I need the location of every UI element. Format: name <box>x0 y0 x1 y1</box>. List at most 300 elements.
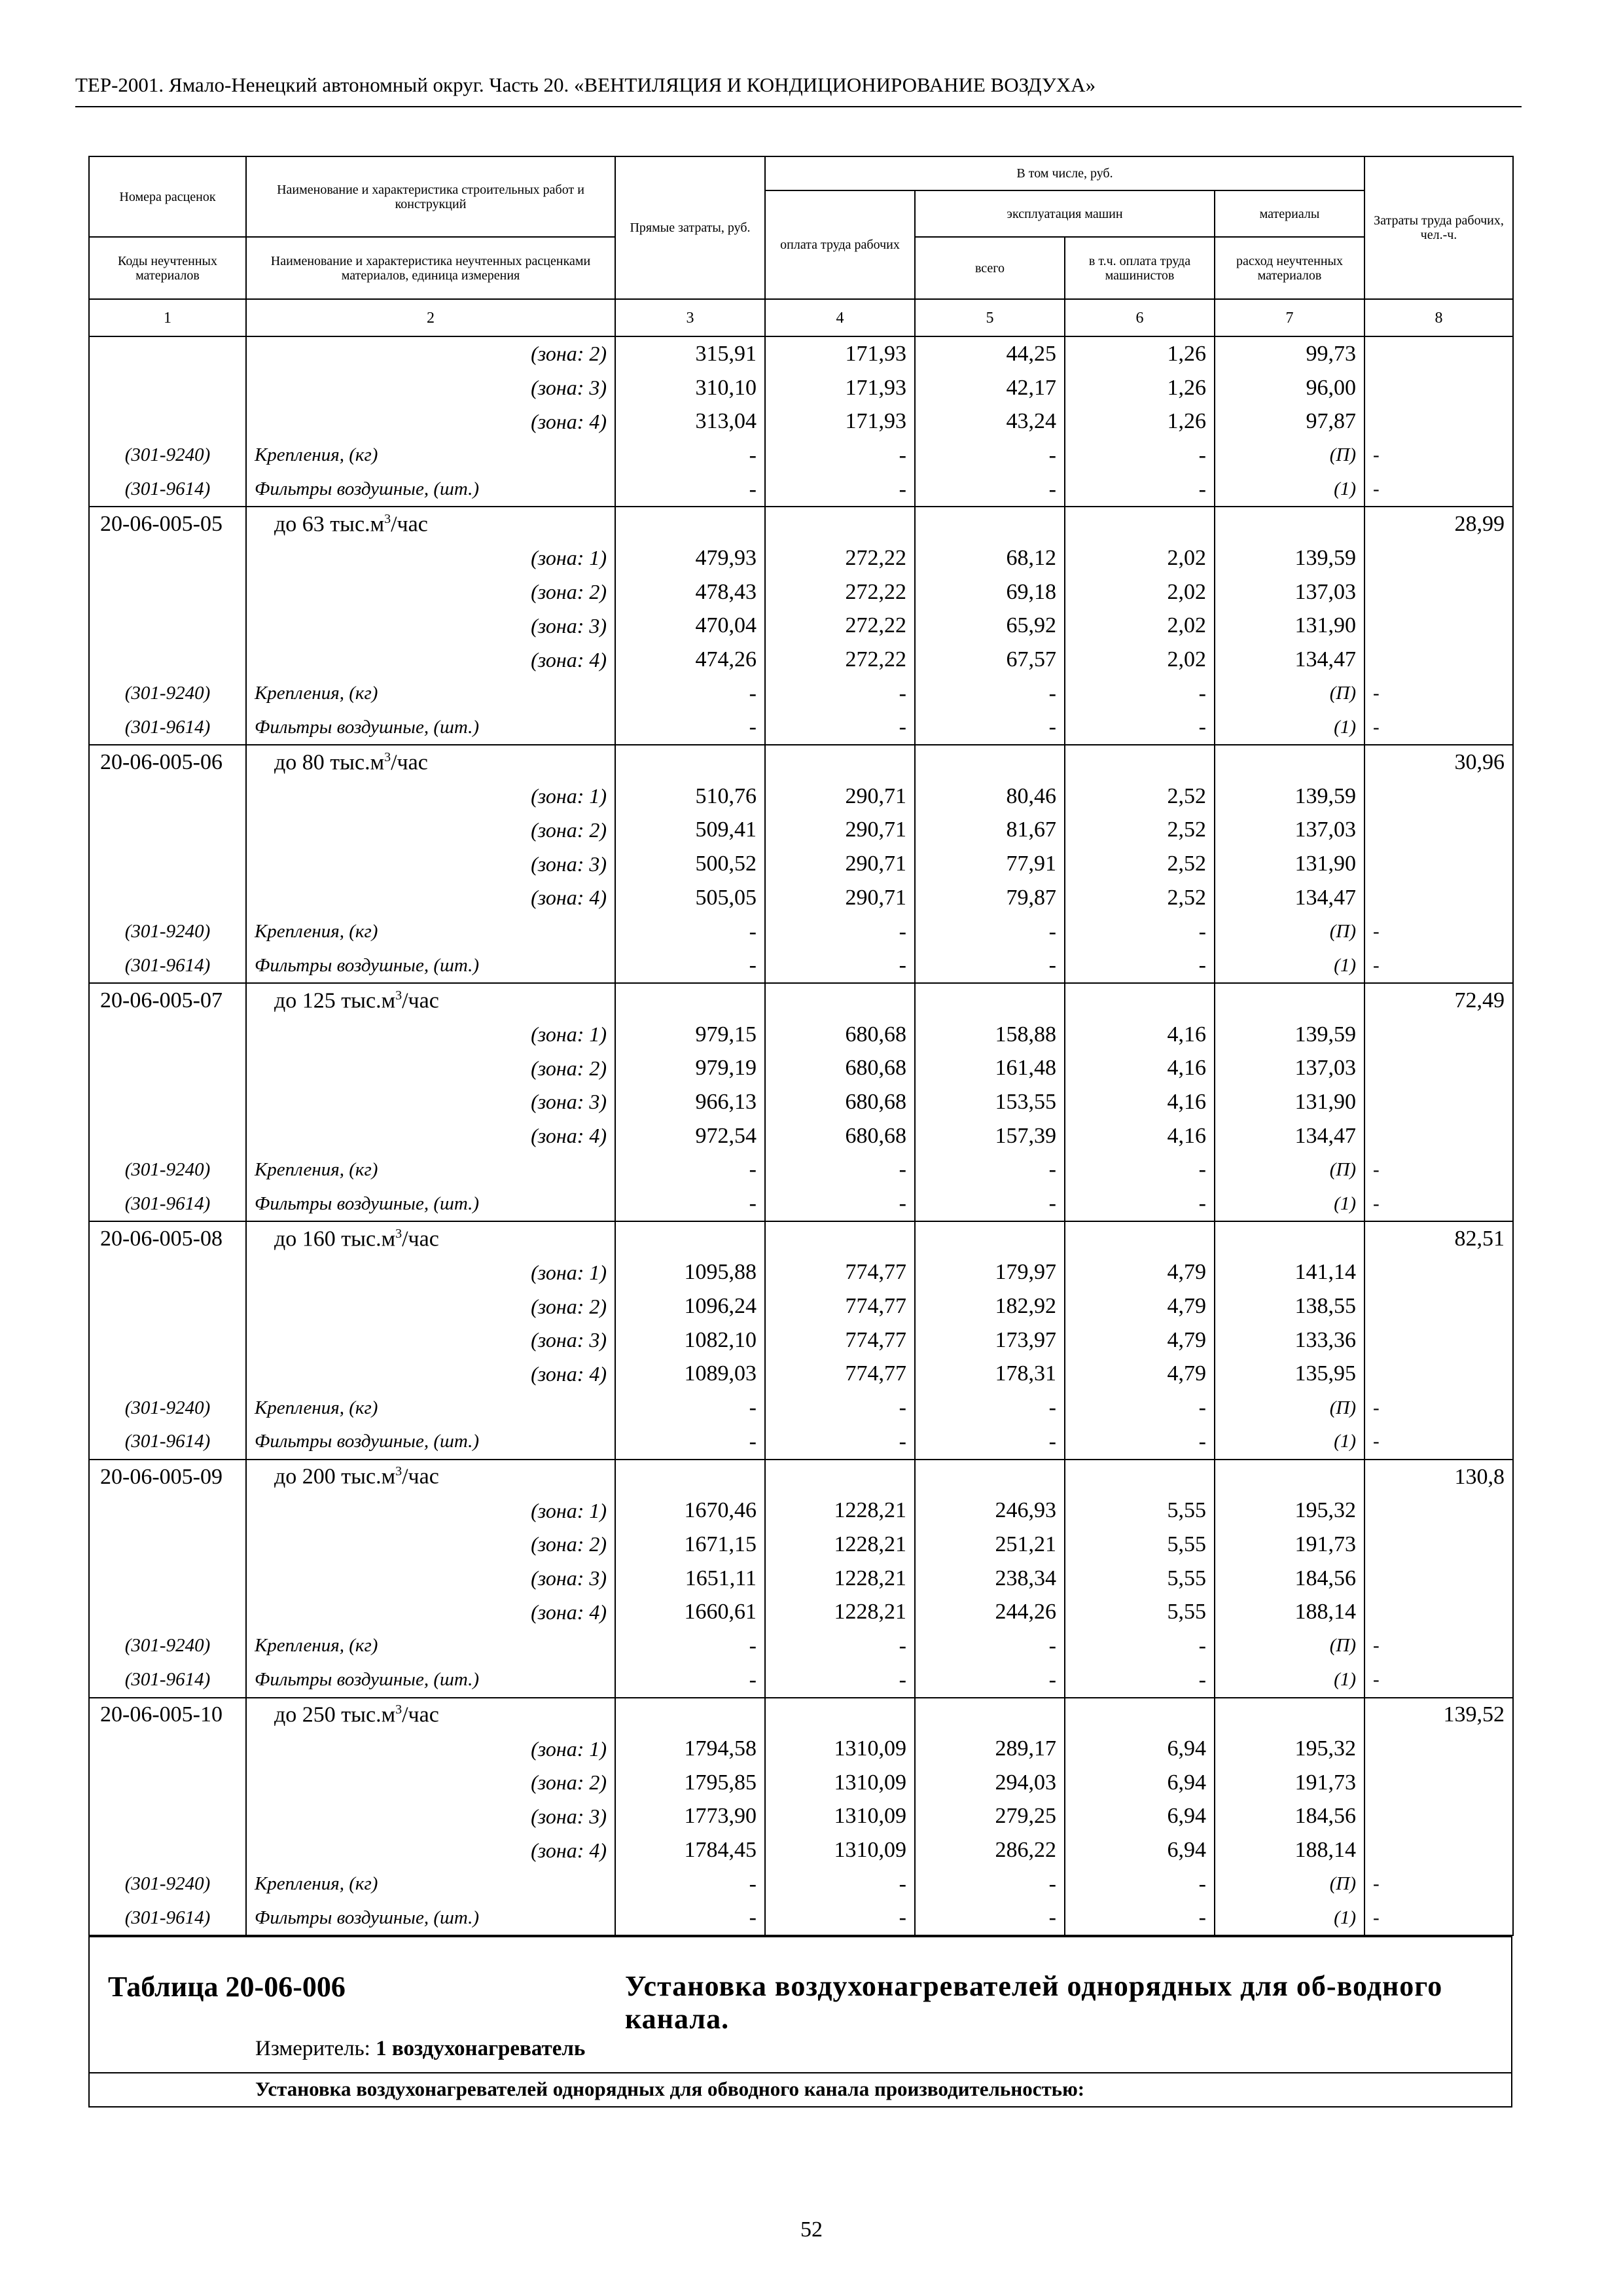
labor-cost-value: 82,51 <box>1364 1221 1513 1256</box>
col-head-machines: эксплуатация машин <box>915 190 1215 237</box>
zone-row <box>89 1357 1513 1391</box>
material-name: Крепления, (кг) <box>246 915 615 949</box>
empty-cell <box>615 1698 765 1732</box>
material-code: (301-9614) <box>89 473 246 507</box>
zone-label: (зона: 1) <box>246 1494 615 1528</box>
material-use-value: 97,87 <box>1215 404 1364 439</box>
dash-value: - <box>765 948 915 983</box>
direct-cost-value: 1660,61 <box>615 1595 765 1629</box>
material-name: Фильтры воздушные, (шт.) <box>246 1425 615 1460</box>
zone-label: (зона: 4) <box>246 1595 615 1629</box>
dash-value: - <box>765 1867 915 1901</box>
rate-title-row <box>89 1698 1513 1732</box>
direct-cost-value: 1671,15 <box>615 1528 765 1562</box>
zone-label: (зона: 3) <box>246 1085 615 1119</box>
empty-cell <box>615 745 765 780</box>
labor-pay-value: 171,93 <box>765 336 915 371</box>
empty-cell <box>1364 1766 1513 1800</box>
header-rule <box>75 106 1522 107</box>
zone-row <box>89 1051 1513 1085</box>
zone-label: (зона: 3) <box>246 1323 615 1357</box>
dash-value: - <box>1364 1391 1513 1425</box>
machinist-pay-value: 2,02 <box>1065 643 1215 677</box>
direct-cost-value: 1794,58 <box>615 1732 765 1766</box>
empty-cell <box>1364 336 1513 371</box>
labor-cost-value: 139,52 <box>1364 1698 1513 1732</box>
empty-cell <box>615 983 765 1018</box>
zone-label: (зона: 4) <box>246 1833 615 1867</box>
zone-row <box>89 780 1513 814</box>
empty-cell <box>89 1562 246 1596</box>
col-head-labor-cost: Затраты труда рабочих, чел.-ч. <box>1364 156 1513 299</box>
material-use-value: 141,14 <box>1215 1256 1364 1290</box>
material-use-value: 188,14 <box>1215 1595 1364 1629</box>
machines-total-value: 279,25 <box>915 1800 1065 1834</box>
labor-pay-value: 290,71 <box>765 780 915 814</box>
labor-pay-value: 774,77 <box>765 1289 915 1323</box>
zone-label: (зона: 4) <box>246 643 615 677</box>
empty-cell <box>1215 507 1364 541</box>
empty-cell <box>1364 1119 1513 1153</box>
zone-row <box>89 1528 1513 1562</box>
dash-value: - <box>615 1901 765 1936</box>
material-use-value: 134,47 <box>1215 1119 1364 1153</box>
material-qty: (1) <box>1215 948 1364 983</box>
labor-pay-value: 171,93 <box>765 404 915 439</box>
machinist-pay-value: 1,26 <box>1065 404 1215 439</box>
zone-row <box>89 847 1513 881</box>
direct-cost-value: 510,76 <box>615 780 765 814</box>
labor-pay-value: 171,93 <box>765 371 915 405</box>
empty-cell <box>915 1221 1065 1256</box>
material-name: Фильтры воздушные, (шт.) <box>246 711 615 745</box>
machines-total-value: 158,88 <box>915 1018 1065 1052</box>
empty-cell <box>1364 1085 1513 1119</box>
zone-label: (зона: 3) <box>246 371 615 405</box>
empty-cell <box>1364 1256 1513 1290</box>
empty-cell <box>765 983 915 1018</box>
empty-cell <box>1364 643 1513 677</box>
material-name: Фильтры воздушные, (шт.) <box>246 1187 615 1221</box>
zone-row <box>89 575 1513 609</box>
empty-cell <box>915 983 1065 1018</box>
dash-value: - <box>1065 915 1215 949</box>
dash-value: - <box>1364 1867 1513 1901</box>
dash-value: - <box>615 473 765 507</box>
column-number-row <box>89 299 1513 336</box>
zone-row <box>89 881 1513 915</box>
empty-cell <box>1065 745 1215 780</box>
dash-value: - <box>1364 1629 1513 1663</box>
empty-cell <box>765 745 915 780</box>
empty-cell <box>1364 1528 1513 1562</box>
zone-label: (зона: 1) <box>246 780 615 814</box>
zone-label: (зона: 2) <box>246 1766 615 1800</box>
dash-value: - <box>615 439 765 473</box>
material-code: (301-9614) <box>89 1663 246 1698</box>
col-head-including: В том числе, руб. <box>765 156 1364 190</box>
dash-value: - <box>1364 1425 1513 1460</box>
material-name: Фильтры воздушные, (шт.) <box>246 473 615 507</box>
labor-pay-value: 1228,21 <box>765 1528 915 1562</box>
dash-value: - <box>1065 1629 1215 1663</box>
zone-row <box>89 1800 1513 1834</box>
dash-value: - <box>1364 915 1513 949</box>
direct-cost-value: 470,04 <box>615 609 765 643</box>
rates-table <box>88 156 1514 1936</box>
machinist-pay-value: 5,55 <box>1065 1494 1215 1528</box>
machines-total-value: 182,92 <box>915 1289 1065 1323</box>
machinist-pay-value: 2,52 <box>1065 847 1215 881</box>
machines-total-value: 153,55 <box>915 1085 1065 1119</box>
direct-cost-value: 478,43 <box>615 575 765 609</box>
dash-value: - <box>615 1187 765 1221</box>
material-use-value: 139,59 <box>1215 780 1364 814</box>
dash-value: - <box>1065 948 1215 983</box>
machines-total-value: 179,97 <box>915 1256 1065 1290</box>
dash-value: - <box>765 711 915 745</box>
direct-cost-value: 313,04 <box>615 404 765 439</box>
empty-cell <box>89 1833 246 1867</box>
dash-value: - <box>915 473 1065 507</box>
zone-label: (зона: 4) <box>246 881 615 915</box>
zone-row <box>89 371 1513 405</box>
zone-row <box>89 1732 1513 1766</box>
empty-cell <box>1364 371 1513 405</box>
empty-cell <box>765 1460 915 1494</box>
zone-row <box>89 1256 1513 1290</box>
dash-value: - <box>765 1629 915 1663</box>
labor-pay-value: 1228,21 <box>765 1562 915 1596</box>
zone-label: (зона: 2) <box>246 575 615 609</box>
dash-value: - <box>615 948 765 983</box>
labor-pay-value: 290,71 <box>765 847 915 881</box>
machinist-pay-value: 6,94 <box>1065 1800 1215 1834</box>
empty-cell <box>89 1018 246 1052</box>
zone-row <box>89 1085 1513 1119</box>
machinist-pay-value: 2,52 <box>1065 881 1215 915</box>
empty-cell <box>89 1766 246 1800</box>
dash-value: - <box>765 915 915 949</box>
labor-cost-value: 28,99 <box>1364 507 1513 541</box>
machinist-pay-value: 1,26 <box>1065 336 1215 371</box>
labor-pay-value: 680,68 <box>765 1051 915 1085</box>
table-subtitle: Установка воздухонагревателей однорядных для обводного канала производительностью: <box>255 2077 1085 2100</box>
dash-value: - <box>765 1187 915 1221</box>
material-row <box>89 1187 1513 1221</box>
zone-row <box>89 1323 1513 1357</box>
dash-value: - <box>1364 439 1513 473</box>
empty-cell <box>1065 1460 1215 1494</box>
machines-total-value: 43,24 <box>915 404 1065 439</box>
dash-value: - <box>765 439 915 473</box>
empty-cell <box>89 643 246 677</box>
zone-row <box>89 1595 1513 1629</box>
machinist-pay-value: 6,94 <box>1065 1732 1215 1766</box>
empty-cell <box>89 1595 246 1629</box>
column-number: 5 <box>915 299 1065 336</box>
empty-cell <box>1065 983 1215 1018</box>
material-qty: (П) <box>1215 915 1364 949</box>
empty-cell <box>89 609 246 643</box>
material-row <box>89 915 1513 949</box>
direct-cost-value: 1096,24 <box>615 1289 765 1323</box>
dash-value: - <box>915 1425 1065 1460</box>
dash-value: - <box>765 677 915 711</box>
machinist-pay-value: 4,79 <box>1065 1256 1215 1290</box>
zone-label: (зона: 2) <box>246 1528 615 1562</box>
rate-code: 20-06-005-08 <box>89 1221 246 1256</box>
zone-row <box>89 1119 1513 1153</box>
material-row <box>89 1663 1513 1698</box>
dash-value: - <box>1364 1153 1513 1187</box>
empty-cell <box>1364 404 1513 439</box>
machines-total-value: 69,18 <box>915 575 1065 609</box>
dash-value: - <box>615 1153 765 1187</box>
machines-total-value: 80,46 <box>915 780 1065 814</box>
running-header: ТЕР-2001. Ямало-Ненецкий автономный округ. Часть 20. «ВЕНТИЛЯЦИЯ И КОНДИЦИОНИРОВАНИЕ ВОЗДУХА» <box>75 73 1096 96</box>
column-number: 8 <box>1364 299 1513 336</box>
material-row <box>89 473 1513 507</box>
material-code: (301-9614) <box>89 948 246 983</box>
zone-label: (зона: 2) <box>246 336 615 371</box>
direct-cost-value: 479,93 <box>615 541 765 575</box>
meter-label: Измеритель: <box>255 2037 370 2060</box>
rate-title-row <box>89 1460 1513 1494</box>
empty-cell <box>1364 1833 1513 1867</box>
rate-name: до 250 $тыс.м^3$/час <box>246 1698 615 1732</box>
empty-cell <box>89 1528 246 1562</box>
dash-value: - <box>615 1391 765 1425</box>
direct-cost-value: 500,52 <box>615 847 765 881</box>
material-use-value: 134,47 <box>1215 643 1364 677</box>
empty-cell <box>1364 575 1513 609</box>
material-code: (301-9240) <box>89 677 246 711</box>
col-head-work-name: Наименование и характеристика строительных работ и конструкций <box>246 156 615 237</box>
material-row <box>89 711 1513 745</box>
empty-cell <box>1364 847 1513 881</box>
rate-name: до 160 $тыс.м^3$/час <box>246 1221 615 1256</box>
machines-total-value: 178,31 <box>915 1357 1065 1391</box>
empty-cell <box>89 1051 246 1085</box>
col-head-codes: Коды неучтенных материалов <box>89 237 246 299</box>
material-name: Крепления, (кг) <box>246 439 615 473</box>
empty-cell <box>89 1800 246 1834</box>
col-head-price-number: Номера расценок <box>89 156 246 237</box>
dash-value: - <box>1364 1901 1513 1936</box>
material-row <box>89 1629 1513 1663</box>
zone-label: (зона: 1) <box>246 1732 615 1766</box>
empty-cell <box>1364 1051 1513 1085</box>
material-use-value: 138,55 <box>1215 1289 1364 1323</box>
labor-pay-value: 680,68 <box>765 1018 915 1052</box>
empty-cell <box>89 1357 246 1391</box>
dash-value: - <box>1065 711 1215 745</box>
material-qty: (1) <box>1215 473 1364 507</box>
dash-value: - <box>1065 1663 1215 1698</box>
zone-row <box>89 1562 1513 1596</box>
empty-cell <box>765 1698 915 1732</box>
machines-total-value: 286,22 <box>915 1833 1065 1867</box>
direct-cost-value: 1784,45 <box>615 1833 765 1867</box>
rate-code: 20-06-005-05 <box>89 507 246 541</box>
zone-row <box>89 1833 1513 1867</box>
dash-value: - <box>765 1663 915 1698</box>
page-number: 52 <box>800 2217 823 2242</box>
material-code: (301-9240) <box>89 1153 246 1187</box>
col-head-material-name: Наименование и характеристика неучтенных расценками материалов, единица измерения <box>246 237 615 299</box>
empty-cell <box>1364 1800 1513 1834</box>
empty-cell <box>1065 1698 1215 1732</box>
material-qty: (П) <box>1215 677 1364 711</box>
rate-title-row <box>89 507 1513 541</box>
heading-rule <box>90 2072 1511 2073</box>
material-code: (301-9240) <box>89 1391 246 1425</box>
zone-row <box>89 1494 1513 1528</box>
rate-code: 20-06-005-06 <box>89 745 246 780</box>
column-number: 2 <box>246 299 615 336</box>
machines-total-value: 173,97 <box>915 1323 1065 1357</box>
direct-cost-value: 979,15 <box>615 1018 765 1052</box>
empty-cell <box>1364 541 1513 575</box>
material-code: (301-9614) <box>89 1901 246 1936</box>
direct-cost-value: 1082,10 <box>615 1323 765 1357</box>
machines-total-value: 244,26 <box>915 1595 1065 1629</box>
zone-label: (зона: 4) <box>246 1357 615 1391</box>
machinist-pay-value: 5,55 <box>1065 1562 1215 1596</box>
machinist-pay-value: 4,16 <box>1065 1085 1215 1119</box>
empty-cell <box>1215 983 1364 1018</box>
dash-value: - <box>915 1187 1065 1221</box>
machinist-pay-value: 2,02 <box>1065 541 1215 575</box>
material-use-value: 135,95 <box>1215 1357 1364 1391</box>
labor-pay-value: 1310,09 <box>765 1833 915 1867</box>
machinist-pay-value: 2,02 <box>1065 575 1215 609</box>
rate-title-row <box>89 1221 1513 1256</box>
dash-value: - <box>915 1153 1065 1187</box>
empty-cell <box>89 1494 246 1528</box>
empty-cell <box>765 507 915 541</box>
machines-total-value: 65,92 <box>915 609 1065 643</box>
zone-row <box>89 404 1513 439</box>
column-number: 4 <box>765 299 915 336</box>
dash-value: - <box>915 1867 1065 1901</box>
col-head-labor-pay: оплата труда рабочих <box>765 190 915 299</box>
machinist-pay-value: 4,79 <box>1065 1357 1215 1391</box>
material-qty: (1) <box>1215 711 1364 745</box>
empty-cell <box>89 404 246 439</box>
zone-label: (зона: 3) <box>246 847 615 881</box>
empty-cell <box>1364 1732 1513 1766</box>
machines-total-value: 238,34 <box>915 1562 1065 1596</box>
rate-code: 20-06-005-10 <box>89 1698 246 1732</box>
direct-cost-value: 310,10 <box>615 371 765 405</box>
material-name: Крепления, (кг) <box>246 1153 615 1187</box>
material-name: Фильтры воздушные, (шт.) <box>246 948 615 983</box>
rates-table-wrapper <box>88 156 1512 1936</box>
empty-cell <box>89 1085 246 1119</box>
material-code: (301-9614) <box>89 711 246 745</box>
labor-pay-value: 1228,21 <box>765 1494 915 1528</box>
material-name: Фильтры воздушные, (шт.) <box>246 1901 615 1936</box>
zone-label: (зона: 1) <box>246 1256 615 1290</box>
material-use-value: 191,73 <box>1215 1528 1364 1562</box>
labor-pay-value: 1228,21 <box>765 1595 915 1629</box>
empty-cell <box>615 1221 765 1256</box>
rates-table-body <box>89 336 1513 1935</box>
material-use-value: 137,03 <box>1215 814 1364 848</box>
machines-total-value: 289,17 <box>915 1732 1065 1766</box>
labor-pay-value: 680,68 <box>765 1119 915 1153</box>
empty-cell <box>89 541 246 575</box>
material-code: (301-9614) <box>89 1425 246 1460</box>
material-qty: (1) <box>1215 1187 1364 1221</box>
material-name: Фильтры воздушные, (шт.) <box>246 1663 615 1698</box>
labor-cost-value: 72,49 <box>1364 983 1513 1018</box>
material-qty: (П) <box>1215 439 1364 473</box>
empty-cell <box>1364 814 1513 848</box>
zone-label: (зона: 2) <box>246 814 615 848</box>
machinist-pay-value: 6,94 <box>1065 1766 1215 1800</box>
empty-cell <box>89 1289 246 1323</box>
dash-value: - <box>1065 1425 1215 1460</box>
empty-cell <box>1364 881 1513 915</box>
col-head-machines-total: всего <box>915 237 1065 299</box>
empty-cell <box>89 881 246 915</box>
empty-cell <box>915 745 1065 780</box>
rate-name: до 200 $тыс.м^3$/час <box>246 1460 615 1494</box>
table-description: Установка воздухонагревателей однорядных для об-водного канала. <box>625 1970 1443 2035</box>
material-row <box>89 1901 1513 1936</box>
material-qty: (1) <box>1215 1425 1364 1460</box>
dash-value: - <box>615 677 765 711</box>
machines-total-value: 251,21 <box>915 1528 1065 1562</box>
machines-total-value: 44,25 <box>915 336 1065 371</box>
material-code: (301-9240) <box>89 439 246 473</box>
empty-cell <box>89 1119 246 1153</box>
empty-cell <box>1215 745 1364 780</box>
zone-label: (зона: 1) <box>246 1018 615 1052</box>
zone-label: (зона: 4) <box>246 404 615 439</box>
labor-pay-value: 272,22 <box>765 609 915 643</box>
col-head-machinist-pay: в т.ч. оплата труда машинистов <box>1065 237 1215 299</box>
rate-name: до 63 $тыс.м^3$/час <box>246 507 615 541</box>
empty-cell <box>915 507 1065 541</box>
zone-label: (зона: 1) <box>246 541 615 575</box>
material-qty: (1) <box>1215 1901 1364 1936</box>
machines-total-value: 77,91 <box>915 847 1065 881</box>
material-use-value: 188,14 <box>1215 1833 1364 1867</box>
dash-value: - <box>1065 1867 1215 1901</box>
zone-row <box>89 1766 1513 1800</box>
empty-cell <box>1215 1460 1364 1494</box>
material-use-value: 184,56 <box>1215 1562 1364 1596</box>
direct-cost-value: 1651,11 <box>615 1562 765 1596</box>
direct-cost-value: 1795,85 <box>615 1766 765 1800</box>
material-use-value: 99,73 <box>1215 336 1364 371</box>
empty-cell <box>1065 1221 1215 1256</box>
empty-cell <box>1215 1698 1364 1732</box>
labor-cost-value: 130,8 <box>1364 1460 1513 1494</box>
material-qty: (П) <box>1215 1391 1364 1425</box>
column-number: 6 <box>1065 299 1215 336</box>
material-use-value: 195,32 <box>1215 1732 1364 1766</box>
direct-cost-value: 972,54 <box>615 1119 765 1153</box>
machinist-pay-value: 4,16 <box>1065 1051 1215 1085</box>
zone-label: (зона: 3) <box>246 609 615 643</box>
zone-row <box>89 336 1513 371</box>
machines-total-value: 246,93 <box>915 1494 1065 1528</box>
